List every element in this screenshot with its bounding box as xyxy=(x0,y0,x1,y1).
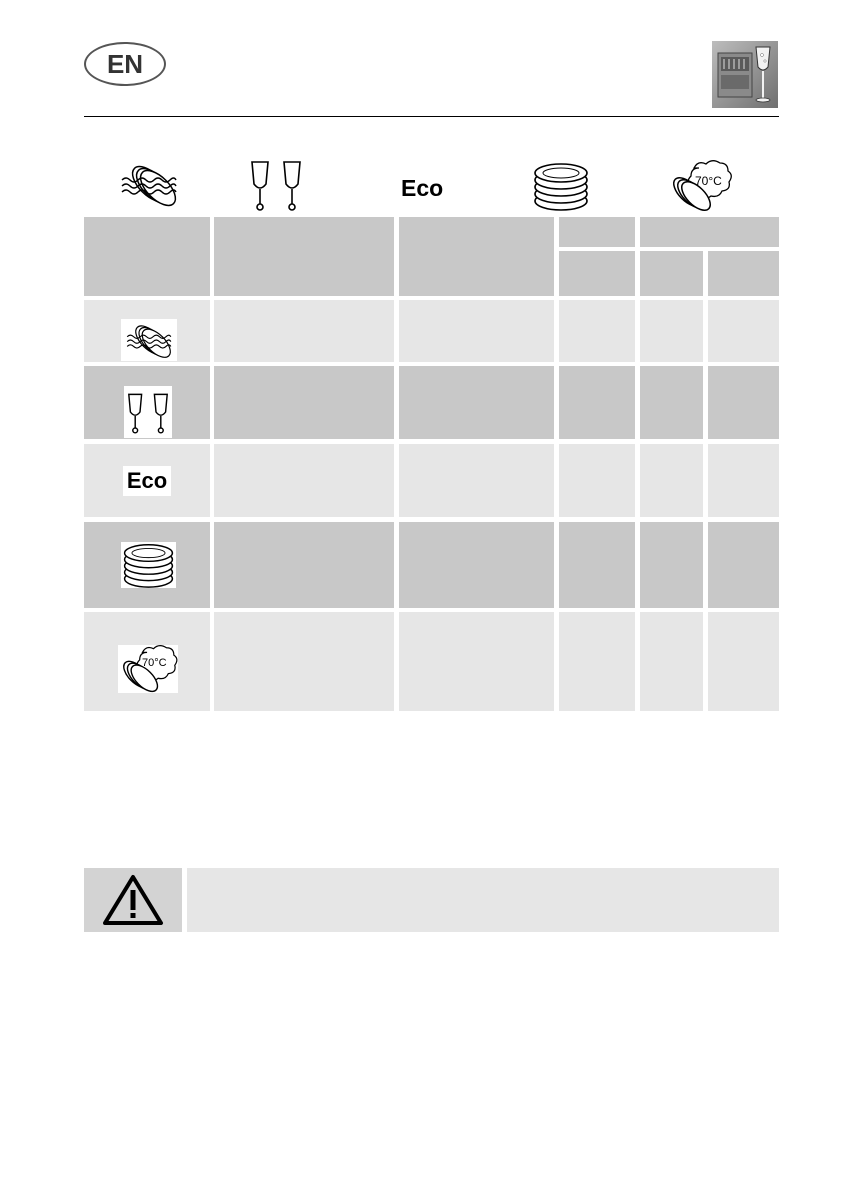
temperature-label: 70°C xyxy=(142,657,167,669)
table-cell xyxy=(399,366,554,439)
eco-icon: Eco xyxy=(123,466,171,496)
table-cell xyxy=(559,522,635,608)
glasses-icon xyxy=(124,386,172,438)
table-header-cell xyxy=(559,217,635,247)
table-cell xyxy=(640,300,703,362)
stacked-plates-icon xyxy=(533,161,589,211)
warning-icon-box xyxy=(84,868,182,932)
glasses-icon xyxy=(246,156,306,212)
table-cell xyxy=(708,612,779,711)
table-cell xyxy=(640,366,703,439)
eco-icon: Eco xyxy=(401,175,444,201)
table-cell xyxy=(559,366,635,439)
intensive-70c-icon xyxy=(118,645,178,693)
header-rule xyxy=(84,116,779,117)
table-cell xyxy=(214,300,394,362)
table-cell xyxy=(214,612,394,711)
table-header-subcell xyxy=(559,251,635,296)
table-cell xyxy=(399,300,554,362)
table-header-cell xyxy=(214,217,394,296)
table-header-cell xyxy=(84,217,210,296)
table-header-subcell xyxy=(708,251,779,296)
table-cell xyxy=(214,366,394,439)
table-cell xyxy=(559,444,635,517)
table-cell xyxy=(640,612,703,711)
warning-text-box xyxy=(187,868,779,932)
table-cell xyxy=(214,444,394,517)
table-cell xyxy=(399,612,554,711)
table-cell xyxy=(708,300,779,362)
table-cell xyxy=(399,522,554,608)
table-cell xyxy=(559,612,635,711)
table-cell xyxy=(640,522,703,608)
table-header-subcell xyxy=(640,251,703,296)
dishwasher-glass-icon xyxy=(712,41,778,108)
table-header-cell xyxy=(640,217,779,247)
warning-triangle-icon xyxy=(102,874,164,926)
table-cell xyxy=(399,444,554,517)
prewash-icon xyxy=(120,158,178,210)
intensive-70c-icon xyxy=(668,160,732,212)
prewash-icon xyxy=(121,319,177,361)
table-cell xyxy=(708,522,779,608)
table-cell xyxy=(708,444,779,517)
table-cell xyxy=(214,522,394,608)
temperature-label: 70°C xyxy=(695,174,722,188)
table-cell xyxy=(640,444,703,517)
table-header-cell xyxy=(399,217,554,296)
language-badge: EN xyxy=(84,42,166,86)
table-cell xyxy=(559,300,635,362)
table-cell xyxy=(708,366,779,439)
stacked-plates-icon xyxy=(121,542,176,588)
